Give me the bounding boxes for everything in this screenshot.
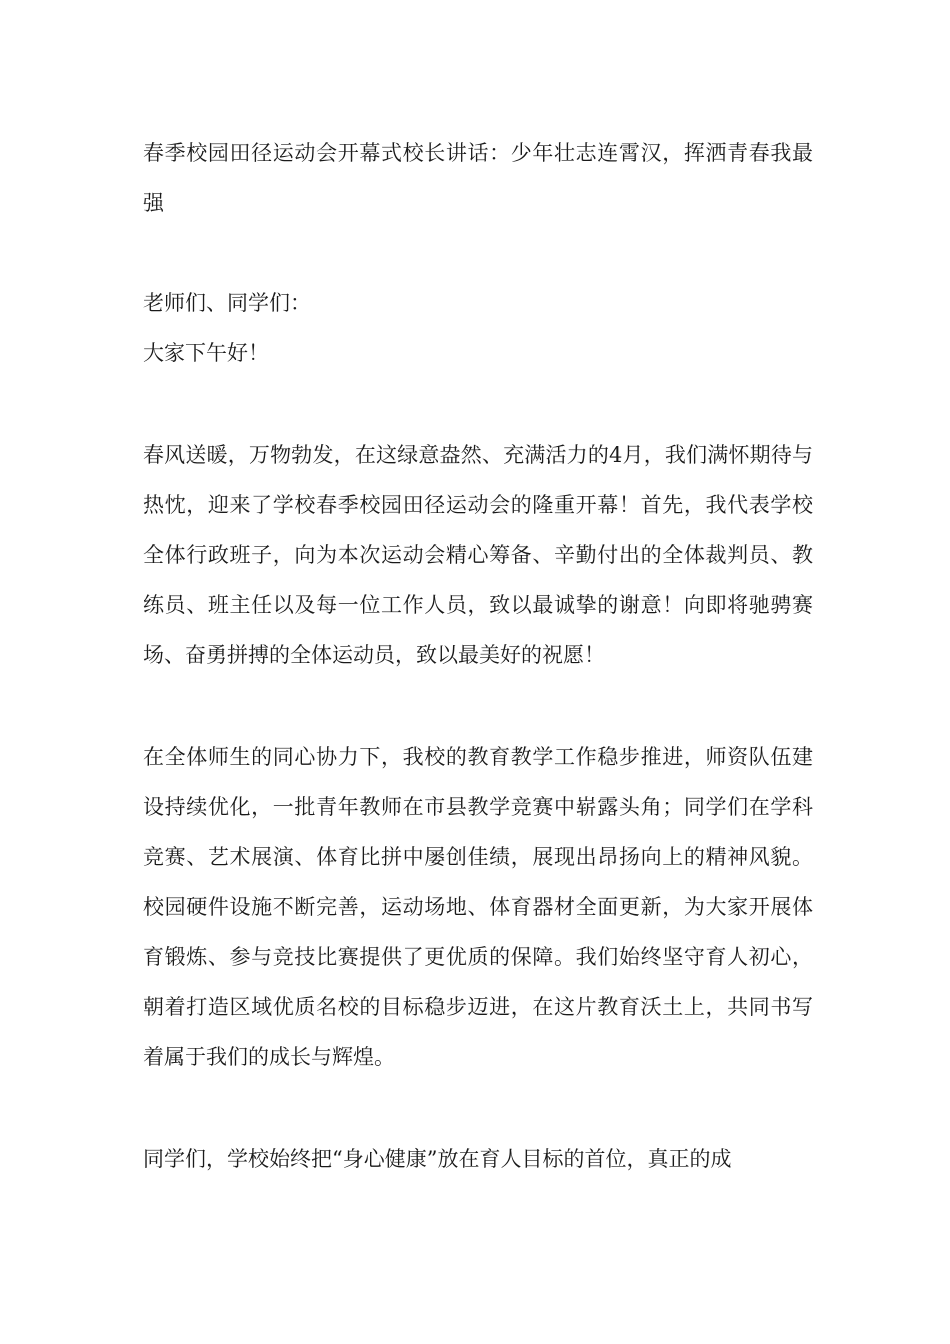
paragraph-3: 同学们，学校始终把“身心健康”放在育人目标的首位，真正的成 (143, 1147, 732, 1171)
document-title: 春季校园田径运动会开幕式校长讲话：少年壮志连霄汉，挥洒青春我最强 (143, 141, 813, 215)
paragraph-1: 春风送暖，万物勃发，在这绿意盎然、充满活力的4月，我们满怀期待与热忱，迎来了学校春季校园田径运动会的隆重开幕！首先，我代表学校全体行政班子，向为本次运动会精心筹备、辛勤付出的全体裁判员、教练员、班主任以及每一位工作人员，致以最诚挚的谢意！向即将驰骋赛场、奋勇拼搏的全体运动员，致以最美好的祝愿！ (143, 443, 813, 667)
greeting: 大家下午好！ (143, 341, 269, 365)
document-body (143, 128, 813, 1184)
paragraph-2: 在全体师生的同心协力下，我校的教育教学工作稳步推进，师资队伍建设持续优化，一批青年教师在市县教学竞赛中崭露头角；同学们在学科竞赛、艺术展演、体育比拼中屡创佳绩，展现出昂扬向上的精神风貌。校园硬件设施不断完善，运动场地、体育器材全面更新，为大家开展体育锻炼、参与竞技比赛提供了更优质的保障。我们始终坚守育人初心，朝着打造区域优质名校的目标稳步迈进，在这片教育沃土上，共同书写着属于我们的成长与辉煌。 (143, 745, 813, 1069)
salutation: 老师们、同学们： (143, 291, 311, 315)
